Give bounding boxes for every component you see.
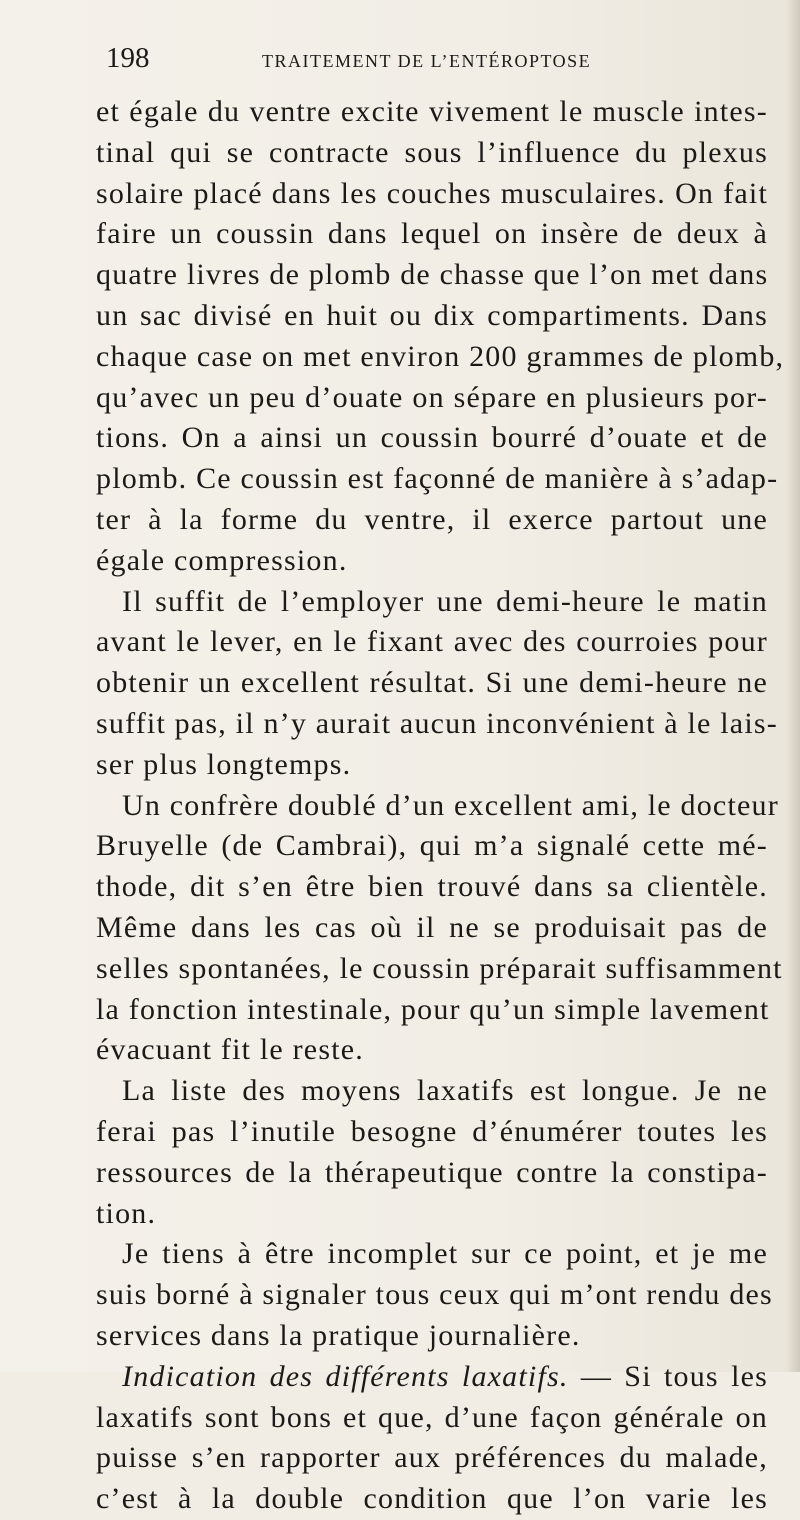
text-line: ser plus longtemps. [96,747,352,781]
text-line: suis borné à signaler tous ceux qui m’ont rendu des [96,1278,773,1312]
text-line: solaire placé dans les couches musculaires. On fait [96,176,768,210]
text-line: suffit pas, il n’y aurait aucun inconvénient à le lais- [96,706,778,740]
running-title: TRAITEMENT DE L’ENTÉROPTOSE [262,51,592,71]
text-line: tion. [96,1196,157,1230]
text-line: Je tiens à être incomplet sur ce point, et je me [122,1237,768,1271]
text-line: obtenir un excellent résultat. Si une demi-heure ne [96,666,768,700]
paragraph-3 [96,786,783,1072]
text-line: égale compression. [96,543,348,577]
text-line: laxatifs sont bons et que, d’une façon générale on [96,1400,768,1434]
text-line: ter à la forme du ventre, il exerce partout une [96,502,768,536]
body-text [96,92,785,1520]
text-line [96,1357,768,1398]
text-line: avant le lever, en le fixant avec des courroies pour [96,625,768,659]
text-line: et égale du ventre excite vivement le muscle intes- [96,95,768,128]
text-line: Un confrère doublé d’un excellent ami, le docteur [122,788,779,822]
text-line: puisse s’en rapporter aux préférences du malade, [96,1441,768,1475]
text-line: c’est à la double condition que l’on varie les [96,1482,768,1516]
text-fragment: — Si tous les [568,1359,769,1393]
paragraph-6 [96,1357,768,1520]
text-line: selles spontanées, le coussin préparait suffisamment [96,951,783,985]
text-line: chaque case on met environ 200 grammes de plomb, [96,339,785,373]
text-line: quatre livres de plomb de chasse que l’on met dans [96,258,769,292]
text-line: la fonction intestinale, pour qu’un simple lavement [96,992,770,1026]
text-line: faire un coussin dans lequel on insère de deux à [96,217,768,251]
text-line: services dans la pratique journalière. [96,1318,581,1352]
paragraph-2 [96,582,778,786]
text-line: qu’avec un peu d’ouate on sépare en plusieurs por- [96,380,768,414]
text-line: ferai pas l’inutile besogne d’énumérer toutes les [96,1114,768,1148]
page-number: 198 [106,42,150,74]
text-line: plomb. Ce coussin est façonné de manière à s’adap- [96,462,779,496]
text-line: Bruyelle (de Cambrai), qui m’a signalé cette mé- [96,829,768,863]
section-heading-italic: Indication des différents laxatifs. [122,1359,569,1393]
text-line: tions. On a ainsi un coussin bourré d’ouate et de [96,421,768,455]
text-line: évacuant fit le reste. [96,1033,364,1067]
text-line: La liste des moyens laxatifs est longue. Je ne [122,1074,768,1108]
text-line: Il suffit de l’employer une demi-heure le matin [122,584,768,618]
paragraph-4 [96,1071,768,1234]
paragraph-1 [96,92,785,582]
text-line: tinal qui se contracte sous l’influence du plexus [96,135,768,169]
paragraph-5 [96,1234,773,1356]
text-line: ressources de la thérapeutique contre la constipa- [96,1155,768,1189]
text-line: thode, dit s’en être bien trouvé dans sa clientèle. [96,870,768,904]
page-header [94,40,766,80]
text-line: Même dans les cas où il ne se produisait pas de [96,910,768,944]
text-line: un sac divisé en huit ou dix compartiments. Dans [96,298,768,332]
page-edge-shadow [786,0,800,1372]
